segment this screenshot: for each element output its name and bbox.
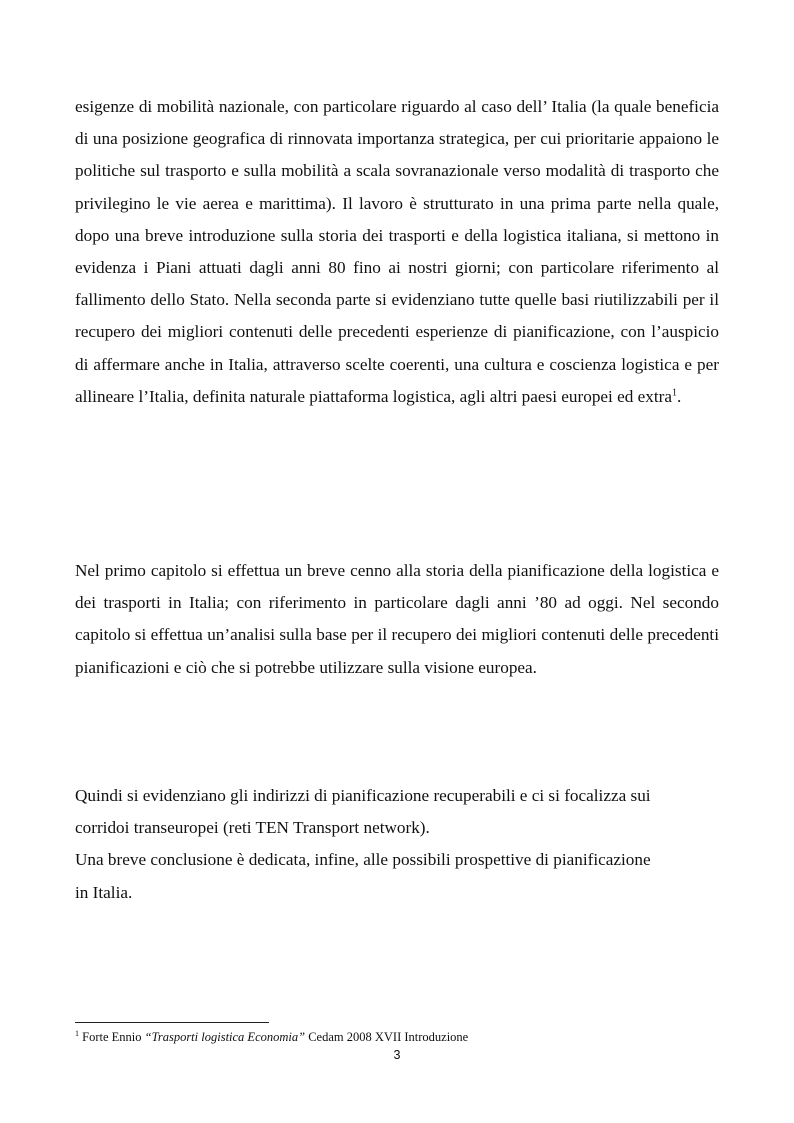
paragraph-3-line-4: in Italia. [75,882,133,902]
paragraph-1-end-punctuation: . [677,386,682,406]
paragraph-3-line-1: Quindi si evidenziano gli indirizzi di pianificazione recuperabili e ci si focalizza sui [75,786,651,805]
paragraph-3-line-3: Una breve conclusione è dedicata, infine, alle possibili prospettive di pianificazione [75,850,651,870]
body-paragraph-1 [75,91,719,413]
footnote-title: “Trasporti logistica Economia” [144,1030,306,1044]
paragraph-1-text: esigenze di mobilità nazionale, con particolare riguardo al caso dell’ Italia (la quale beneficia di una posizione geografica di rinnovata importanza strategica, per cui prioritarie appaiono le politiche sul trasporto e sulla mobilità a scala sovranazionale verso modalità di trasporto che privilegino le vie aerea e marittima). Il lavoro è strutturato in una prima parte nella quale, dopo una breve introduzione sulla storia dei trasporti e della logistica italiana, si mettono in evidenza i Piani attuati dagli anni 80 fino ai nostri giorni; con particolare riferimento al fallimento dello Stato. Nella seconda parte si evidenziano tutte quelle basi riutilizzabili per il recupero dei migliori contenuti delle precedenti esperienze di pianificazione, con l’auspicio di affermare anche in Italia, attraverso scelte coerenti, una cultura e coscienza logistica e per allineare l’Italia, definita naturale piattaforma logistica, agli altri paesi europei ed extra [75,97,719,406]
body-paragraph-2: Nel primo capitolo si effettua un breve cenno alla storia della pianificazione della logistica e dei trasporti in Italia; con riferimento in particolare dagli anni ’80 ad oggi. Nel secondo capitolo si effettua un’analisi sulla base per il recupero dei migliori contenuti delle precedenti pianificazioni e ciò che si potrebbe utilizzare sulla visione europea. [75,561,719,677]
page-number: 3 [393,1048,401,1062]
footnote-reference-1: 1 [672,387,677,399]
body-paragraph-3 [75,780,719,909]
footnote-number: 1 [75,1028,79,1038]
footnote-author: Forte Ennio [82,1030,142,1044]
footnote [75,1028,719,1046]
paragraph-3-line-2: corridoi transeuropei (reti TEN Transport network). [75,818,430,838]
footnote-divider [75,1022,269,1023]
footnote-details: Cedam 2008 XVII Introduzione [308,1030,469,1044]
